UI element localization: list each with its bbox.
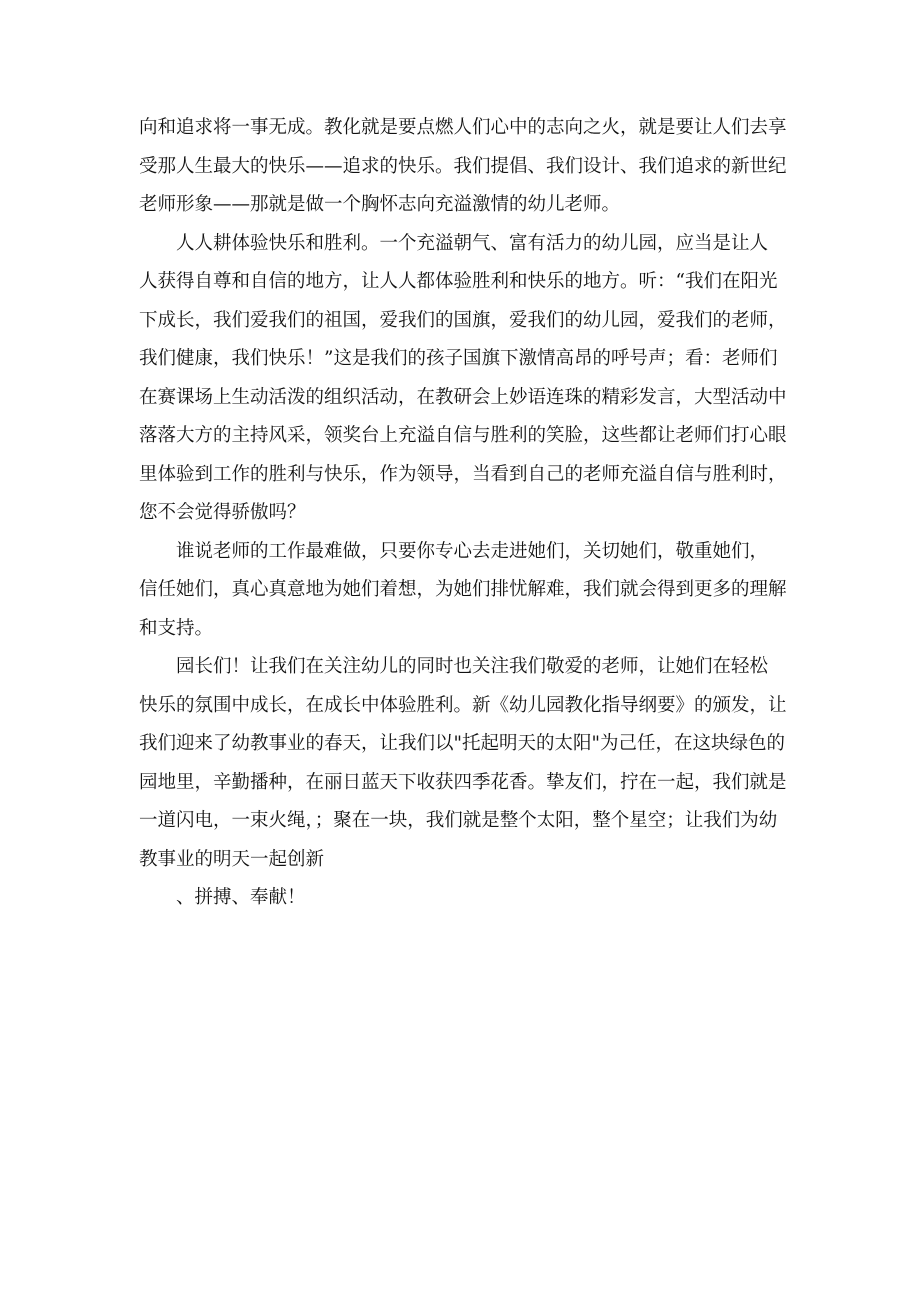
- text-line: 一道闪电，一束火绳，；聚在一块，我们就是整个太阳，整个星空；让我们为幼: [139, 810, 778, 831]
- text-line: 向和追求将一事无成。教化就是要点燃人们心中的志向之火，就是要让人们去享: [139, 117, 787, 138]
- text-line: 您不会觉得骄傲吗？: [139, 502, 306, 523]
- text-line: 信任她们，真心真意地为她们着想，为她们排忧解难，我们就会得到更多的理解: [139, 579, 787, 600]
- text-line: 教事业的明天一起创新: [139, 848, 325, 870]
- paragraph-first-line: 人人耕体验快乐和胜利。一个充溢朝气、富有活力的幼儿园，应当是让人: [176, 232, 769, 254]
- text-line: 人获得自尊和自信的地方，让人人都体验胜利和快乐的地方。听：“我们在阳光: [139, 271, 778, 292]
- text-line: 园地里，辛勤播种，在丽日蓝天下收获四季花香。挚友们，拧在一起，我们就是: [139, 771, 787, 793]
- text-line: 我们迎来了幼教事业的春天，让我们以"托起明天的太阳"为己任，在这块绿色的: [139, 733, 786, 754]
- text-line: 受那人生最大的快乐——追求的快乐。我们提倡、我们设计、我们追求的新世纪: [139, 155, 787, 177]
- text-line: 里体验到工作的胜利与快乐，作为领导，当看到自己的老师充溢自信与胜利时，: [139, 463, 787, 485]
- document-body: [139, 109, 789, 918]
- text-line: 落落大方的主持风采，领奖台上充溢自信与胜利的笑脸，这些都让老师们打心眼: [139, 425, 787, 446]
- paragraph-first-line: 园长们！让我们在关注幼儿的同时也关注我们敬爱的老师，让她们在轻松: [176, 656, 769, 677]
- closing-line: 、拼搏、奉献！: [176, 887, 306, 908]
- paragraph-first-line: 谁说老师的工作最难做，只要你专心去走进她们，关切她们，敬重她们，: [176, 540, 769, 562]
- text-line: 快乐的氛围中成长，在成长中体验胜利。新《幼儿园教化指导纲要》的颁发，让: [139, 694, 787, 716]
- text-line: 老师形象——那就是做一个胸怀志向充溢激情的幼儿老师。: [139, 194, 621, 215]
- text-line: 在赛课场上生动活泼的组织活动，在教研会上妙语连珠的精彩发言，大型活动中: [139, 386, 787, 408]
- text-line: 下成长，我们爱我们的祖国，爱我们的国旗，爱我们的幼儿园，爱我们的老师，: [139, 309, 787, 331]
- text-line: 和支持。: [139, 617, 214, 639]
- text-line: 我们健康，我们快乐！”这是我们的孩子国旗下激情高昂的呼号声；看：老师们: [139, 348, 778, 369]
